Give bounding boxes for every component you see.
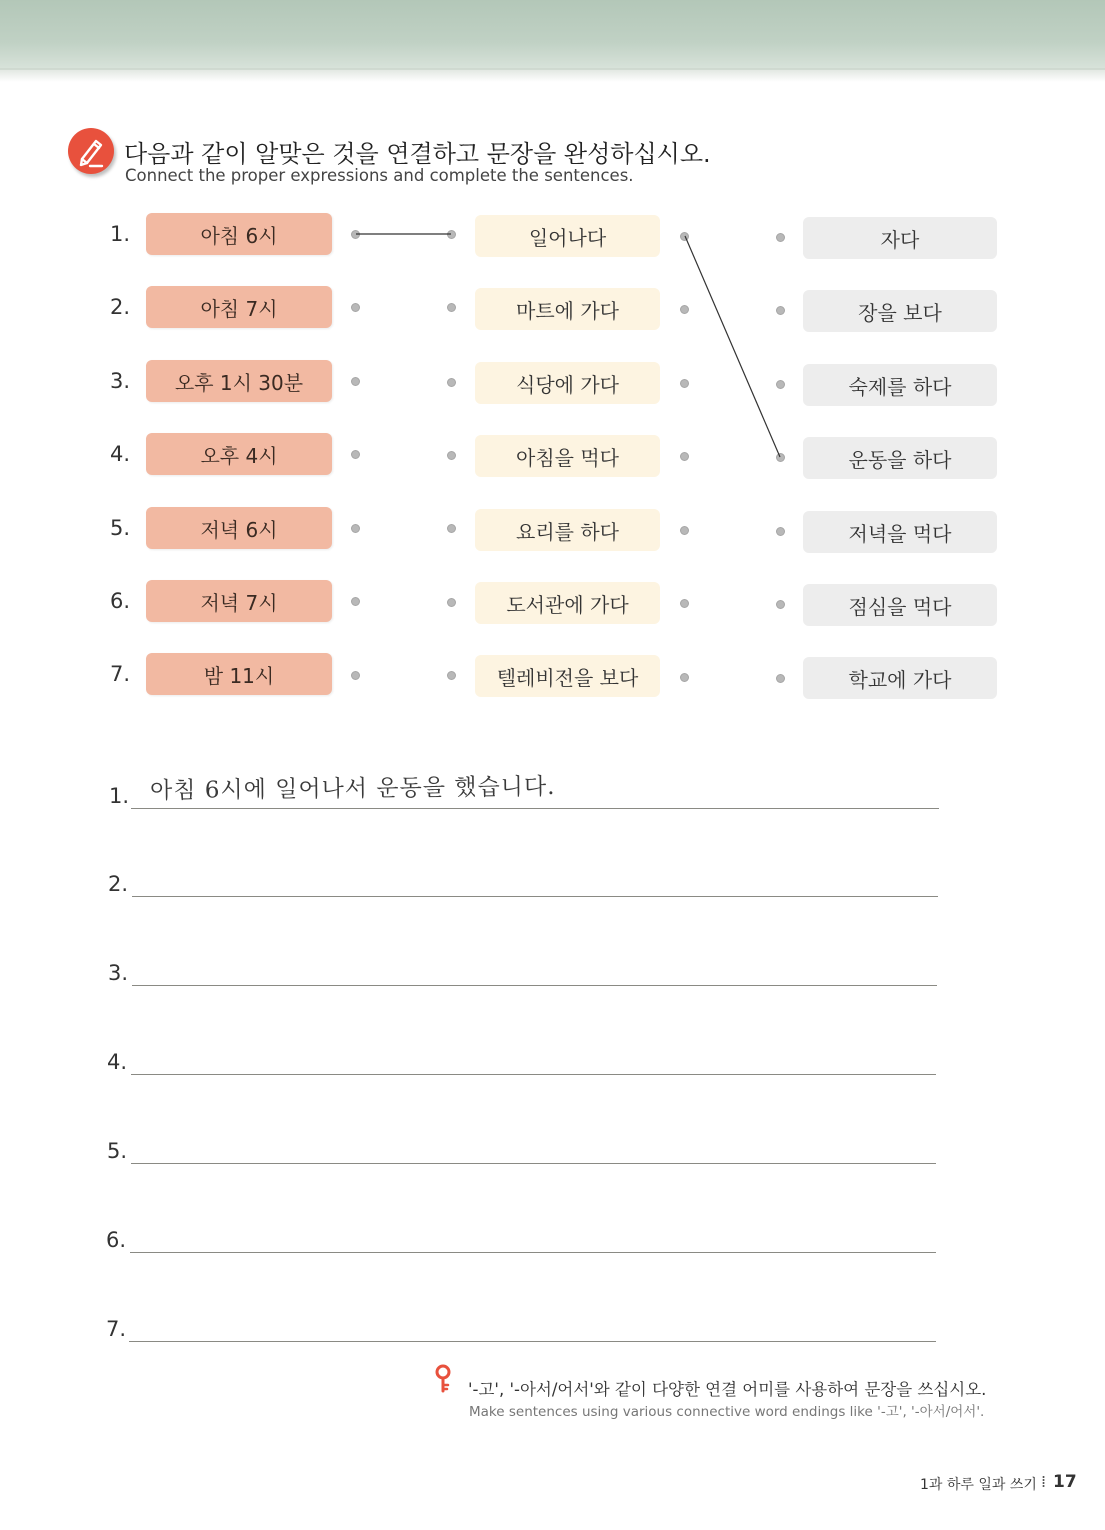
- handwritten-answer: 아침 6시에 일어나서 운동을 했습니다.: [149, 773, 556, 805]
- writing-line[interactable]: [131, 1163, 936, 1164]
- result-box: 점심을 먹다: [803, 584, 997, 626]
- writing-number: 2.: [108, 872, 129, 896]
- writing-line[interactable]: [129, 1341, 936, 1342]
- tip-korean: '-고', '-아서/어서'와 같이 다양한 연결 어미를 사용하여 문장을 쓰십시오.: [468, 1380, 987, 1399]
- action-box: 요리를 하다: [475, 509, 660, 551]
- connection-line: [685, 236, 780, 457]
- writing-number: 3.: [108, 961, 129, 985]
- result-box: 저녁을 먹다: [803, 511, 997, 553]
- action-box: 식당에 가다: [475, 362, 660, 404]
- writing-line[interactable]: [130, 1252, 936, 1253]
- writing-number: 5.: [107, 1139, 128, 1163]
- match-number: 7.: [110, 662, 131, 686]
- action-box: 아침을 먹다: [475, 435, 660, 477]
- action-box: 텔레비전을 보다: [475, 655, 660, 697]
- match-number: 2.: [110, 295, 131, 319]
- time-box: 아침 7시: [146, 286, 332, 328]
- time-box: 밤 11시: [146, 653, 332, 695]
- match-number: 1.: [110, 222, 131, 246]
- match-number: 3.: [110, 369, 131, 393]
- writing-line[interactable]: [131, 808, 939, 809]
- writing-number: 6.: [106, 1228, 127, 1252]
- connection-lines: [0, 0, 1105, 760]
- time-box: 오후 1시 30분: [146, 360, 332, 402]
- match-number: 4.: [110, 442, 131, 466]
- instruction-korean: 다음과 같이 알맞은 것을 연결하고 문장을 완성하십시오.: [124, 140, 711, 168]
- action-box: 도서관에 가다: [475, 582, 660, 624]
- writing-number: 7.: [106, 1317, 127, 1341]
- tip-english: Make sentences using various connective word endings like '-고', '-아서/어서'.: [469, 1404, 985, 1420]
- result-box: 장을 보다: [803, 290, 997, 332]
- match-number: 6.: [110, 589, 131, 613]
- match-number: 5.: [110, 516, 131, 540]
- instruction-english: Connect the proper expressions and complete the sentences.: [125, 166, 634, 185]
- footer-chapter-title: 1과 하루 일과 쓰기: [920, 1477, 1037, 1493]
- writing-line[interactable]: [132, 985, 937, 986]
- result-box: 자다: [803, 217, 997, 259]
- time-box: 저녁 7시: [146, 580, 332, 622]
- writing-number: 4.: [107, 1050, 128, 1074]
- time-box: 아침 6시: [146, 213, 332, 255]
- writing-line[interactable]: [131, 1074, 936, 1075]
- result-box: 숙제를 하다: [803, 364, 997, 406]
- action-box: 일어나다: [475, 215, 660, 257]
- time-box: 저녁 6시: [146, 507, 332, 549]
- page-number: 17: [1053, 1472, 1077, 1492]
- key-icon: [432, 1364, 454, 1398]
- result-box: 학교에 가다: [803, 657, 997, 699]
- result-box: 운동을 하다: [803, 437, 997, 479]
- writing-line[interactable]: [132, 896, 938, 897]
- footer-separator: ⁞: [1041, 1472, 1047, 1491]
- writing-number: 1.: [109, 784, 130, 808]
- time-box: 오후 4시: [146, 433, 332, 475]
- action-box: 마트에 가다: [475, 288, 660, 330]
